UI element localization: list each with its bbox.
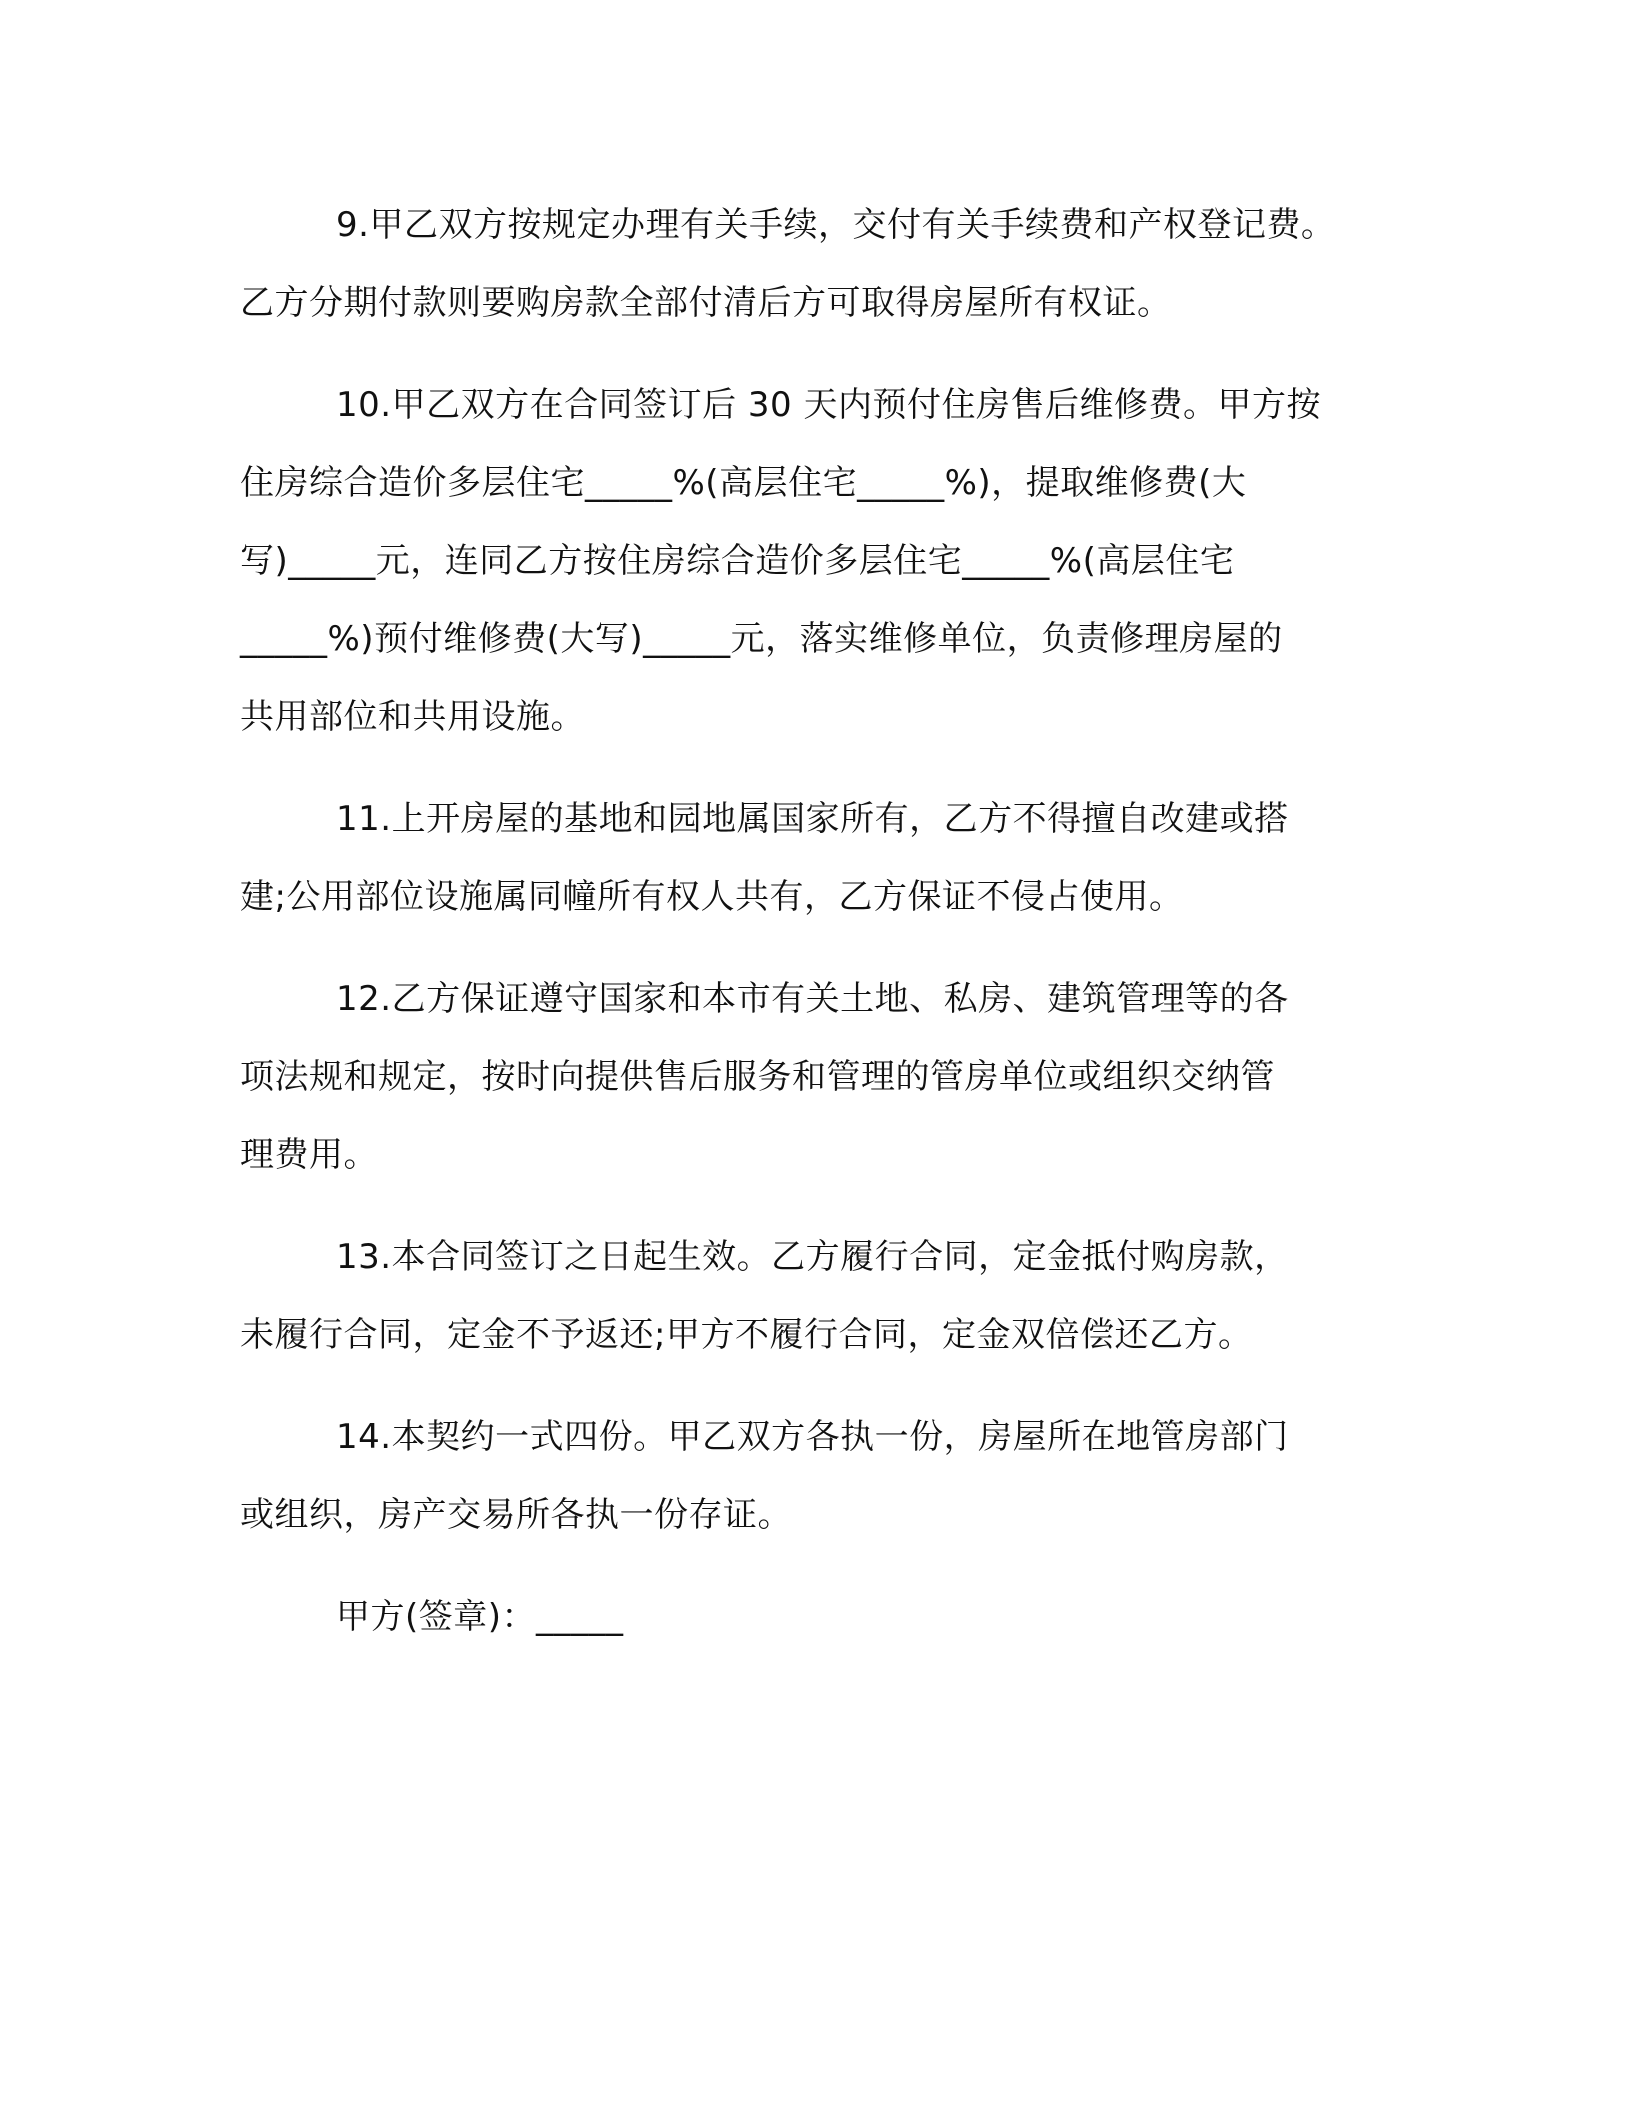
clause-14 [240,1398,1400,1554]
clause-9 [240,186,1400,342]
clause-13 [240,1218,1400,1374]
clause-12-line-2: 项法规和规定，按时向提供售后服务和管理的管房单位或组织交纳管 [240,1057,1275,1097]
clause-14-line-1: 14.本契约一式四份。甲乙双方各执一份，房屋所在地管房部门 [336,1417,1289,1457]
clause-11-line-1: 11.上开房屋的基地和园地属国家所有，乙方不得擅自改建或搭 [336,799,1289,839]
clause-10-line-4: _____%)预付维修费(大写)_____元，落实维修单位，负责修理房屋的 [240,619,1283,659]
party-a-signature-line: 甲方(签章)：_____ [336,1597,624,1637]
clause-10-line-2: 住房综合造价多层住宅_____%(高层住宅_____%)，提取维修费(大 [240,463,1247,503]
document-body [240,186,1400,1656]
clause-11 [240,780,1400,936]
clause-9-line-1: 9.甲乙双方按规定办理有关手续，交付有关手续费和产权登记费。 [336,205,1336,245]
clause-12-line-3: 理费用。 [240,1135,378,1175]
clause-13-line-2: 未履行合同，定金不予返还;甲方不履行合同，定金双倍偿还乙方。 [240,1315,1253,1355]
clause-12-line-1: 12.乙方保证遵守国家和本市有关土地、私房、建筑管理等的各 [336,979,1289,1019]
clause-9-line-2: 乙方分期付款则要购房款全部付清后方可取得房屋所有权证。 [240,283,1172,323]
clause-13-line-1: 13.本合同签订之日起生效。乙方履行合同，定金抵付购房款， [336,1237,1289,1277]
clause-10-line-5: 共用部位和共用设施。 [240,697,585,737]
clause-10-line-3: 写)_____元，连同乙方按住房综合造价多层住宅_____%(高层住宅 [240,541,1235,581]
clause-10 [240,366,1400,756]
clause-10-line-1: 10.甲乙双方在合同签订后 30 天内预付住房售后维修费。甲方按 [336,385,1321,425]
clause-11-line-2: 建;公用部位设施属同幢所有权人共有，乙方保证不侵占使用。 [240,877,1184,917]
clause-14-line-2: 或组织，房产交易所各执一份存证。 [240,1495,792,1535]
clause-12 [240,960,1400,1194]
